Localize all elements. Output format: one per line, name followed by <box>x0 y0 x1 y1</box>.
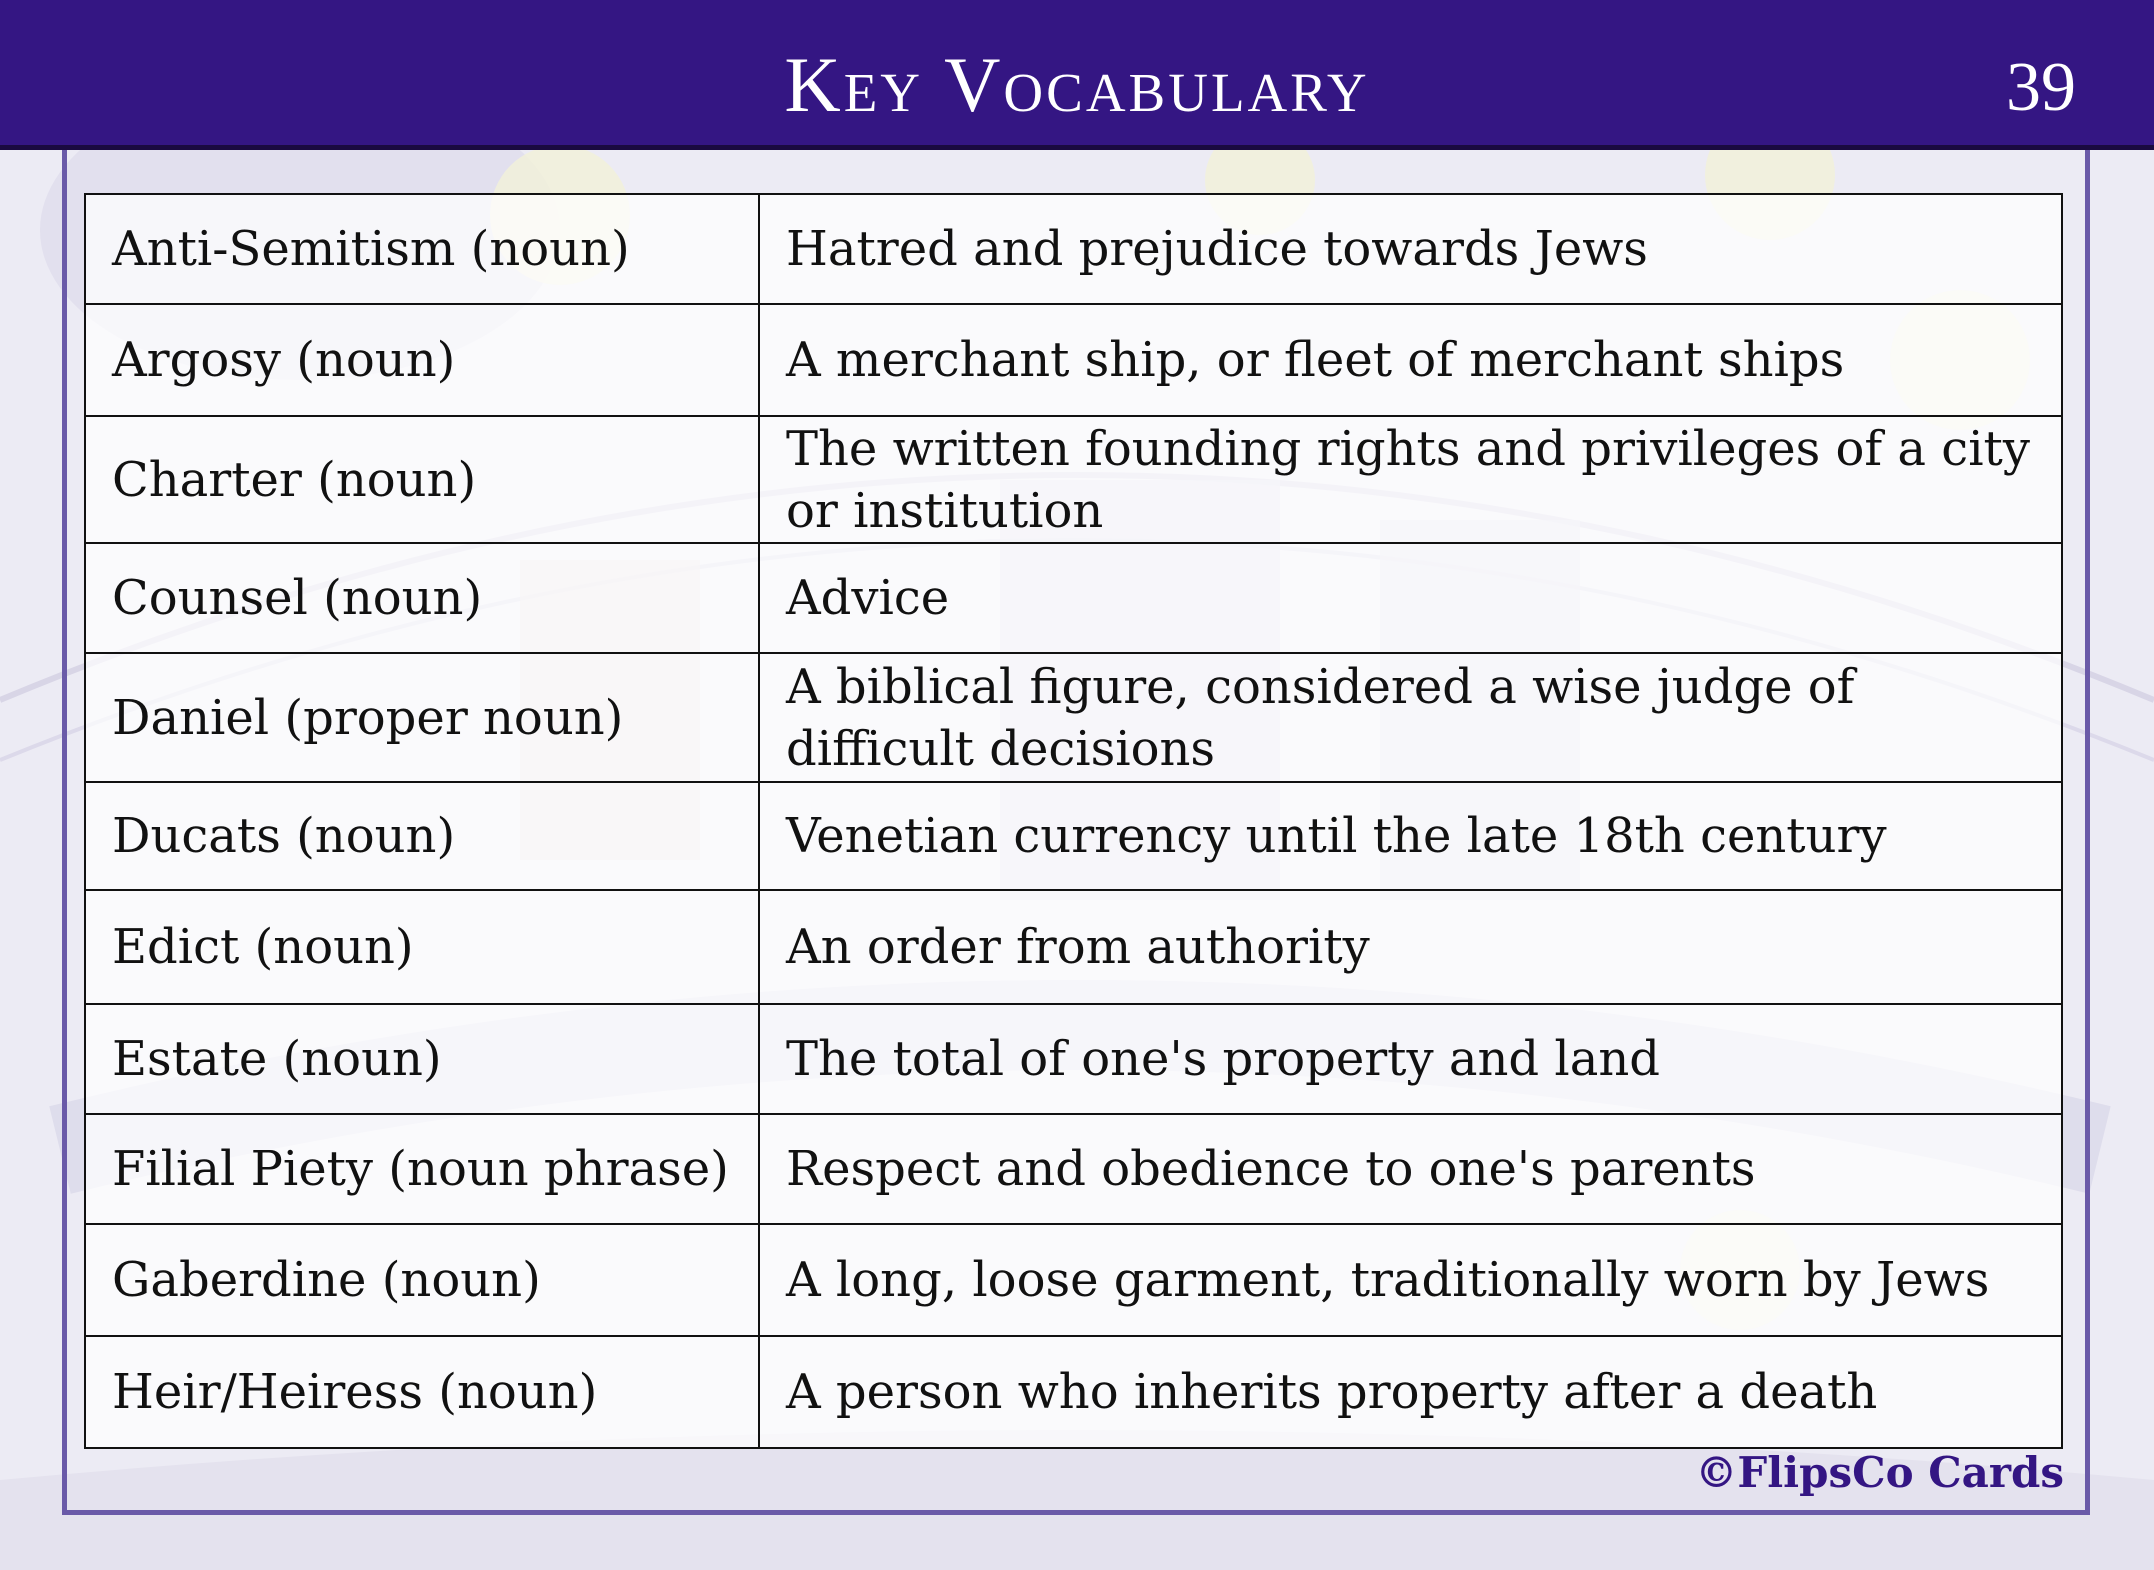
page-title: Key Vocabulary <box>784 41 1370 128</box>
vocab-definition: The written founding rights and privileges of a city or institution <box>759 416 2062 543</box>
vocab-term: Filial Piety (noun phrase) <box>85 1114 759 1224</box>
vocab-definition: Venetian currency until the late 18th century <box>759 782 2062 890</box>
vocab-definition: A person who inherits property after a death <box>759 1336 2062 1448</box>
vocab-definition: A long, loose garment, traditionally worn by Jews <box>759 1224 2062 1336</box>
vocab-definition: Hatred and prejudice towards Jews <box>759 194 2062 304</box>
table-row <box>85 1114 2062 1224</box>
vocab-term: Edict (noun) <box>85 890 759 1004</box>
table-row <box>85 543 2062 653</box>
table-row <box>85 304 2062 416</box>
vocab-definition: A biblical figure, considered a wise judge of difficult decisions <box>759 653 2062 782</box>
vocab-term: Charter (noun) <box>85 416 759 543</box>
vocab-term: Anti-Semitism (noun) <box>85 194 759 304</box>
vocab-definition: An order from authority <box>759 890 2062 1004</box>
vocab-definition: Respect and obedience to one's parents <box>759 1114 2062 1224</box>
vocab-term: Daniel (proper noun) <box>85 653 759 782</box>
vocab-term: Ducats (noun) <box>85 782 759 890</box>
vocab-definition: The total of one's property and land <box>759 1004 2062 1114</box>
header-bar <box>0 0 2154 150</box>
table-row <box>85 1224 2062 1336</box>
vocab-term: Gaberdine (noun) <box>85 1224 759 1336</box>
vocab-term: Argosy (noun) <box>85 304 759 416</box>
table-row <box>85 653 2062 782</box>
table-row <box>85 1004 2062 1114</box>
table-row <box>85 416 2062 543</box>
table-row <box>85 194 2062 304</box>
vocabulary-table <box>84 193 2063 1449</box>
table-row <box>85 890 2062 1004</box>
copyright-notice: ©FlipsCo Cards <box>1695 1448 2064 1497</box>
table-row <box>85 782 2062 890</box>
table-row <box>85 1336 2062 1448</box>
page-number: 39 <box>2006 49 2076 126</box>
vocab-term: Heir/Heiress (noun) <box>85 1336 759 1448</box>
vocab-definition: A merchant ship, or fleet of merchant ships <box>759 304 2062 416</box>
vocab-definition: Advice <box>759 543 2062 653</box>
vocab-term: Estate (noun) <box>85 1004 759 1114</box>
vocab-term: Counsel (noun) <box>85 543 759 653</box>
